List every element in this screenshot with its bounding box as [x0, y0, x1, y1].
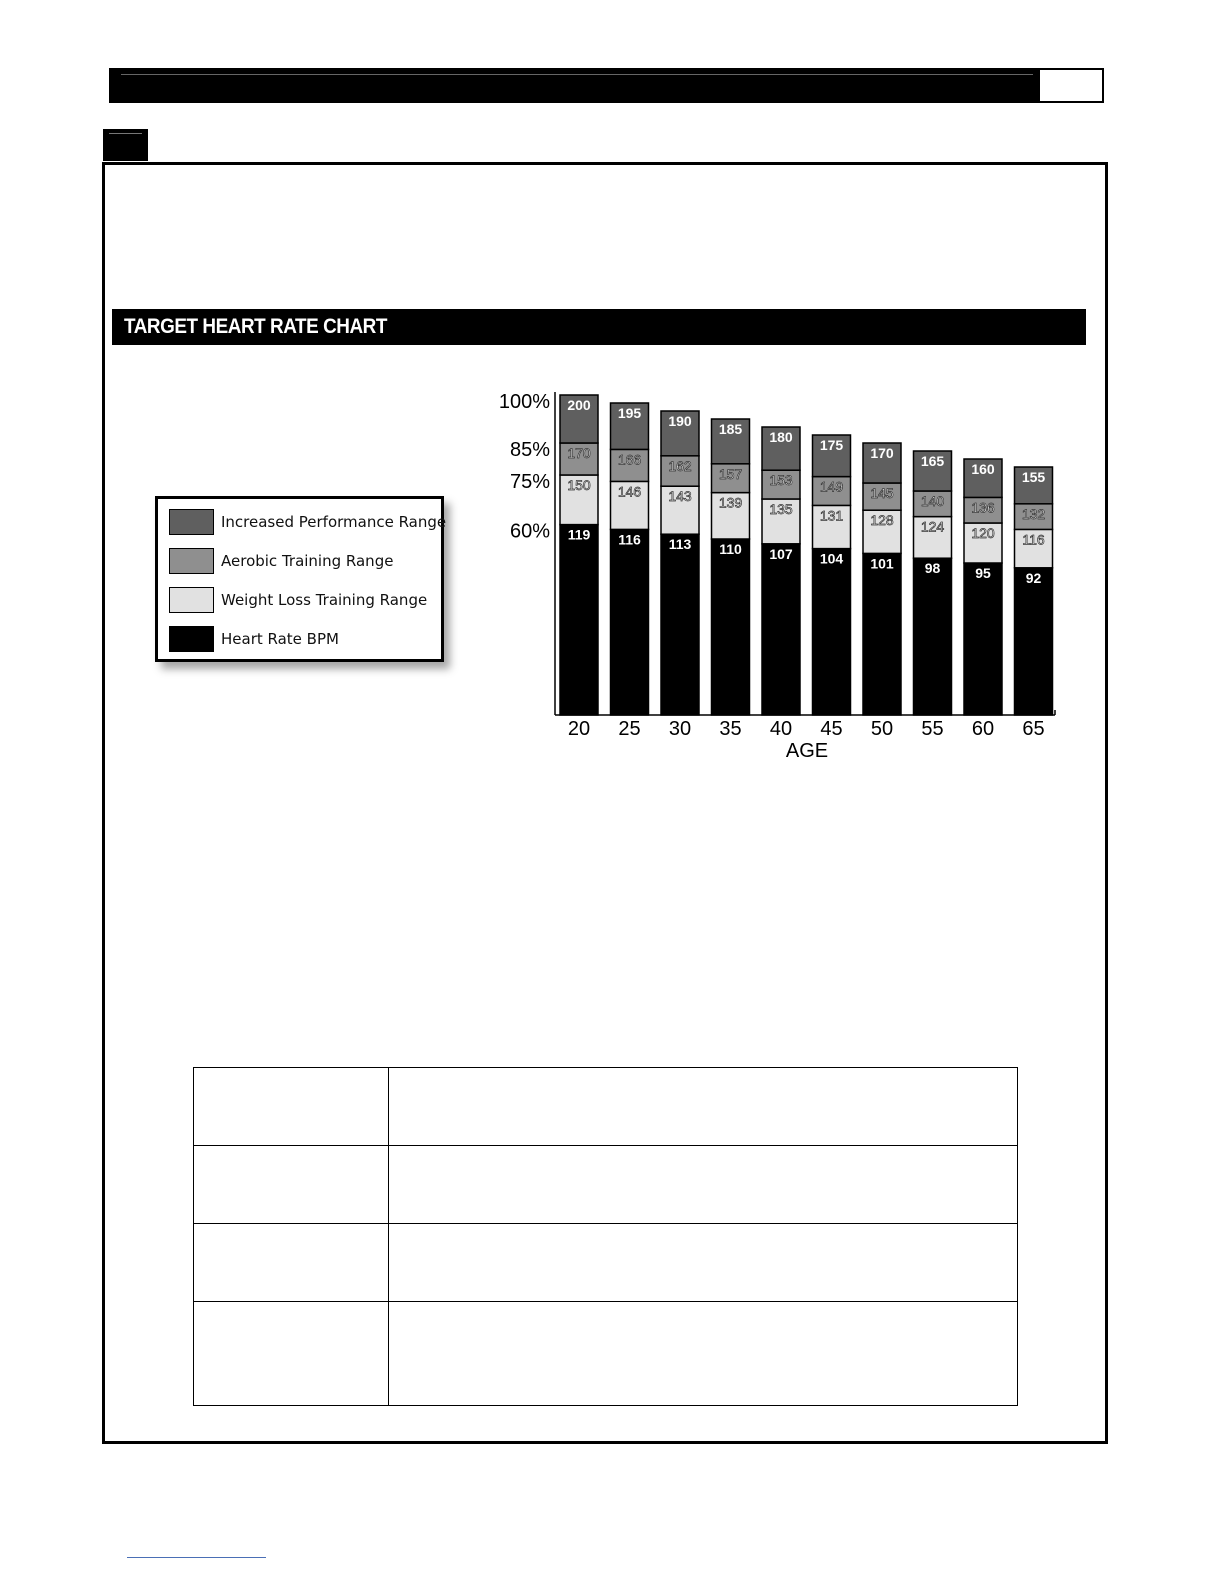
table-cell [389, 1224, 1018, 1302]
legend-swatch-weight-loss [169, 587, 214, 613]
bar-value-label: 140 [920, 493, 945, 509]
bar-value-label: 166 [617, 451, 642, 468]
legend-item-heart-rate [169, 624, 339, 654]
bar-value-label: 135 [769, 501, 793, 517]
bar-segment [661, 534, 699, 715]
table-row [194, 1224, 1018, 1302]
legend-swatch-aerobic [169, 548, 214, 574]
bar-value-label: 113 [668, 536, 692, 553]
x-tick-label: 20 [567, 718, 591, 740]
x-tick-label: 60 [971, 718, 995, 740]
legend-swatch-performance [169, 509, 214, 535]
x-axis-title: AGE [785, 740, 829, 762]
bar-value-label: 120 [971, 525, 995, 541]
x-tick-label: 50 [870, 718, 894, 740]
legend-item-weight-loss [169, 585, 427, 615]
bar-value-label: 124 [920, 518, 945, 535]
bar-segment [813, 549, 851, 715]
x-tick-label: 55 [921, 718, 944, 740]
footer-link-underline [127, 1557, 266, 1558]
bar-value-label: 107 [769, 545, 793, 562]
section-header-bar [112, 309, 1086, 345]
bar-value-label: 145 [870, 485, 894, 501]
legend-label-heart-rate: Heart Rate BPM [221, 630, 339, 648]
bar-value-label: 155 [1021, 469, 1046, 485]
bar-value-label: 101 [870, 555, 894, 572]
header-bar-line [121, 74, 1033, 75]
x-tick-label: 25 [618, 718, 641, 740]
bar-segment [863, 553, 901, 715]
bar-value-label: 180 [769, 429, 793, 445]
legend-label-aerobic: Aerobic Training Range [221, 552, 394, 570]
bar-value-label: 92 [1025, 569, 1042, 586]
table-cell [389, 1146, 1018, 1224]
table-cell [389, 1302, 1018, 1406]
bar-value-label: 128 [870, 512, 894, 529]
bar-segment [964, 563, 1002, 715]
bar-value-label: 98 [924, 560, 941, 577]
bar-value-label: 119 [567, 526, 591, 543]
legend-label-weight-loss: Weight Loss Training Range [221, 591, 428, 609]
bar-value-label: 146 [617, 483, 642, 500]
x-tick-label: 40 [769, 718, 793, 740]
bar-segment [611, 529, 649, 715]
bar-value-label: 139 [718, 494, 743, 511]
bar-segment [914, 558, 952, 715]
table-cell [194, 1146, 389, 1224]
header-bar-fill [111, 70, 1040, 101]
bar-value-label: 149 [819, 478, 844, 495]
table-row [194, 1302, 1018, 1406]
x-tick-label: 30 [668, 718, 692, 740]
bar-value-label: 185 [718, 421, 743, 437]
x-tick-label: 65 [1022, 718, 1045, 740]
section-tab-line [109, 133, 142, 134]
bar-value-label: 116 [618, 531, 641, 548]
bar-value-label: 143 [668, 488, 692, 505]
bar-value-label: 170 [870, 445, 894, 461]
bar-value-label: 153 [769, 472, 793, 489]
x-tick-label: 45 [820, 718, 843, 740]
bar-value-label: 104 [819, 550, 844, 567]
section-tab [103, 129, 148, 161]
legend-item-aerobic [169, 546, 393, 576]
y-tick-label: 60% [509, 520, 550, 543]
page-header-bar [109, 68, 1104, 103]
bar-value-label: 200 [567, 397, 591, 413]
bar-value-label: 162 [668, 457, 692, 474]
x-tick-label: 35 [719, 718, 742, 740]
bar-value-label: 131 [819, 507, 844, 524]
y-tick-label: 75% [509, 471, 550, 493]
bar-value-label: 132 [1021, 505, 1046, 522]
heart-rate-chart [480, 380, 1080, 780]
legend-label-performance: Increased Performance Range [221, 513, 447, 531]
info-table [193, 1067, 1018, 1406]
bar-value-label: 136 [971, 499, 995, 516]
y-tick-label: 100% [498, 391, 550, 413]
table-cell [194, 1224, 389, 1302]
bar-value-label: 175 [819, 437, 844, 453]
bar-value-label: 170 [567, 445, 591, 461]
bar-value-label: 160 [971, 461, 995, 477]
bar-value-label: 195 [617, 405, 642, 421]
bar-value-label: 157 [718, 465, 743, 482]
bar-value-label: 150 [567, 477, 591, 493]
y-tick-label: 85% [509, 439, 550, 461]
table-cell [389, 1068, 1018, 1146]
bar-value-label: 95 [975, 565, 991, 581]
chart-legend [155, 496, 447, 662]
legend-item-performance [169, 507, 446, 537]
table-row [194, 1068, 1018, 1146]
bar-segment [1015, 568, 1053, 715]
table-cell [194, 1302, 389, 1406]
table-cell [194, 1068, 389, 1146]
bar-segment [712, 539, 750, 715]
bar-value-label: 116 [1022, 531, 1045, 548]
table-row [194, 1146, 1018, 1224]
section-title: TARGET HEART RATE CHART [124, 315, 387, 338]
bar-segment [560, 525, 598, 715]
bar-value-label: 110 [719, 541, 742, 557]
legend-swatch-heart-rate [169, 626, 214, 652]
bar-value-label: 165 [920, 453, 945, 469]
bar-segment [762, 544, 800, 715]
bar-value-label: 190 [668, 413, 692, 429]
